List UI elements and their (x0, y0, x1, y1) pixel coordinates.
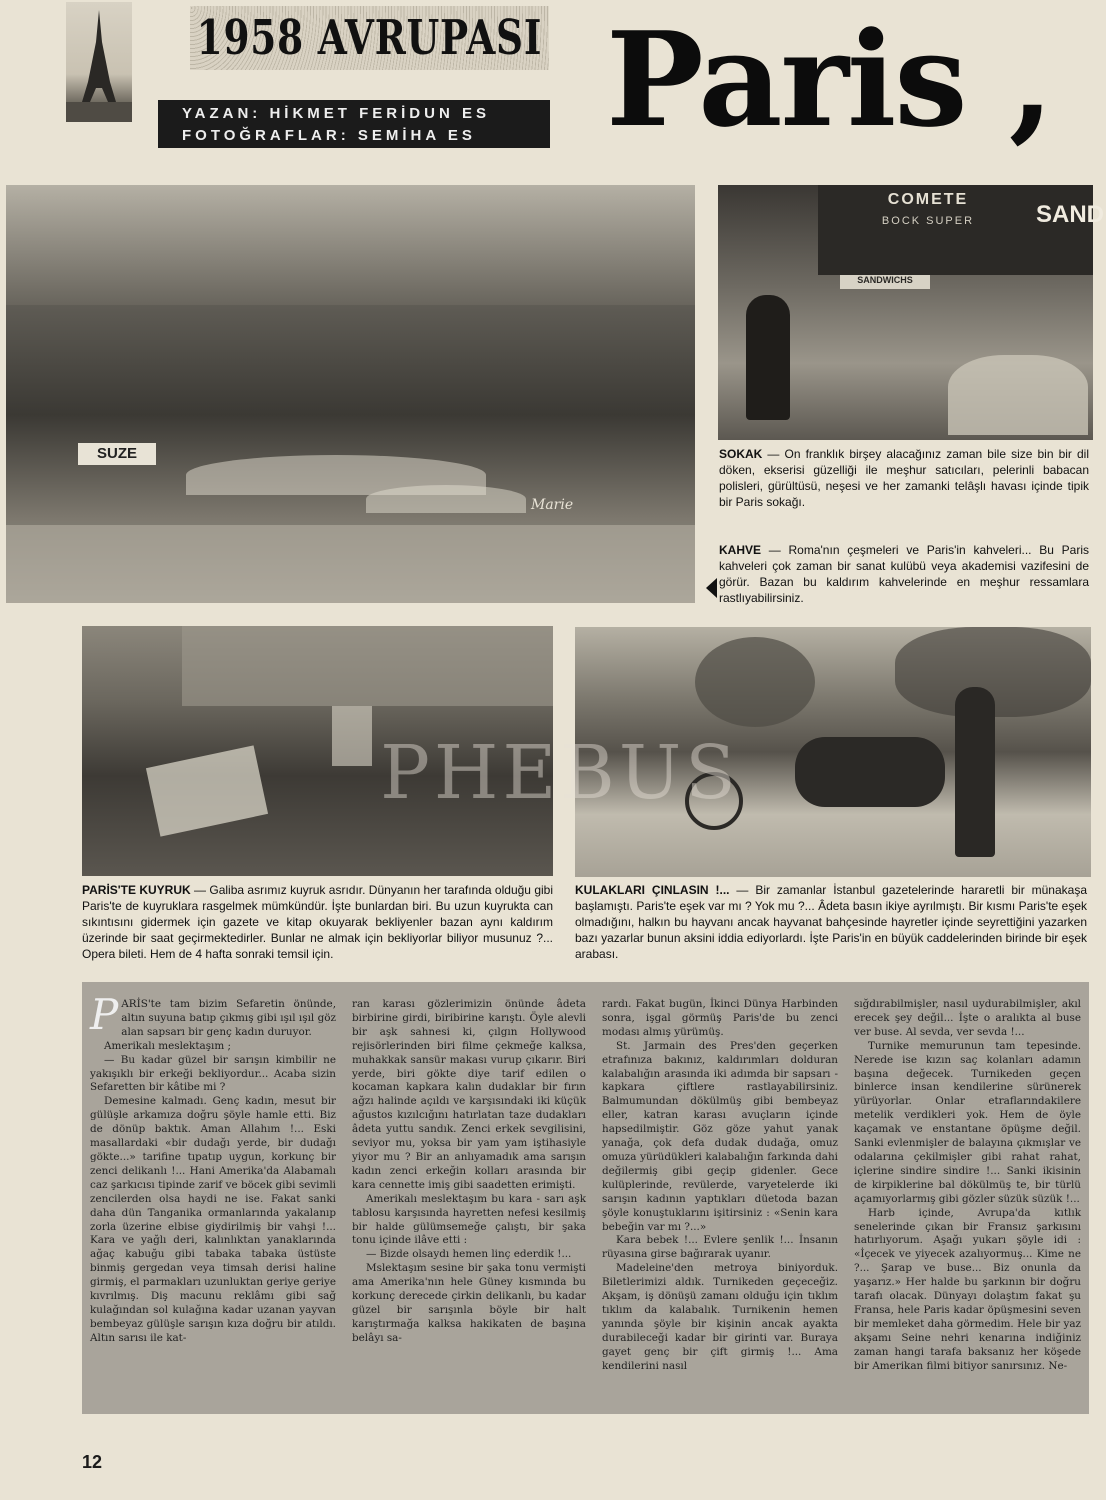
paragraph: ran karası gözlerimizin önünde âdeta birbirine girdi, biribirine karıştı. Öyle alevli bir aşk sahnesi ki, çılgın Hollywood rejisörlerinden biri filme çekmeğe kalksa, muhakkak sansür makası vurup çıkarır. Biri yerde, biri gökte diye tarif edilen o kocaman kapkara kalın dudaklar bir fırın ağzı halinde açıldı ve karşısındaki iki küçük ağustos kızılcığını hatırlatan taze dudakları âdeta yuttu sandık. Zenci erkek sevgilisini, seviyor mu, yoksa bir yam yam iştihasiyle yiyor mu ? Bir an anlıyamadık ama sarışın kadın zenci erkeğin kolları arasında bir kara cennette imiş gibi saadetten erimişti. (352, 998, 586, 1191)
eiffel-tower-thumbnail (66, 2, 132, 122)
caption-kulaklari-text: — Bir zamanlar İstanbul gazetelerinde hararetli bir münakaşa başlamıştı. Paris'te eşek var mı ? Yok mu ?... Âdeta basın ikiye ayrılmıştı. Bir kısmı Paris'te eşek olmadığını, halkın bu hayvanı ancak hayvanat bahçesinde hayretler içinde seyrettiğini yazarken bazı yazarlar bunun aksini iddia ediyorlardı. İşte Paris'in en büyük caddelerinden birinde bir eşek arabası. (575, 883, 1088, 961)
paragraph: Demesine kalmadı. Genç kadın, mesut bir gülüşle arkamıza doğru şöyle hamle etti. Biz de dönüp baktık. Aman Allahım !... Eski masallardaki «bir dudağı yerde, bir dudağı gökte...» tarifine tıpatıp uygun, korkunç bir zenci delikanlı !... Hani Amerika'da Alabamalı caz şarkıcısı tipinde zarif ve böcek gibi sevimli zencilerden olsa haydi ne ise. Fakat sanki daha dün Tanganika ormanlarında yakalanıp zorla üzerine elbise giydirilmiş bir vahşi !... Kara ve yağlı deri, kalınlıktan yanaklarında ağaç kabuğu gibi tabaka tabaka üstüste binmiş gergedan veya timsah derisi haline girmiş, el parmakları uzunluktan geriye geriye kıvrılmış. Diş macunu reklâmı gibi sağ kulağından sol kulağına kadar uzanan yayvan bembeyaz gülüşle sarışın kıza doğru bir atıldı. Altın sarısı ile kat- (90, 1095, 336, 1344)
caption-kahve-text: — Roma'nın çeşmeleri ve Paris'in kahveleri... Bu Paris kahveleri çok zaman bir sanat kulübü veya akademisi vazifesini de görür. Bazan bu kaldırım kahvelerinde en meşhur ressamlara rastlıyabilirsiniz. (719, 543, 1089, 605)
paragraph: Madeleine'den metroya biniyorduk. Biletlerimizi aldık. Turnikeden geçeceğiz. Akşam, iş dönüşü zamanı olduğu için tıklım tıklım da kalabalık. Turnikenin hemen yanında şöyle bir kişinin ancak ayakta durabileceği kadar bir girinti var. Buraya gayet genç bir çift girmiş !... Ama kendilerini nasıl (602, 1262, 838, 1372)
credits-block (158, 100, 550, 148)
cafe-terrace-photo (6, 185, 695, 603)
caption-kuyruk-label: PARİS'TE KUYRUK (82, 883, 191, 897)
paragraph: Harb içinde, Avrupa'da kıtlık senelerinde çıkan bir Fransız şarkısını hatırlıyorum. Aşağı yukarı şöyle idi : «İçecek ve yiyecek azalıyormuş... Kime ne ?... Şarap ve buse... Biz onunla da yaşarız.» Her halde bu şarkının bir doğru tarafı olacak. Dünyayı dolaştım fakat şu Fransa, hele Paris kadar öpüşmesini seven bir memleket daha görmedim. Hele bir yaz akşamı Seine nehri kenarına indiğiniz zaman hangi tarafa baksanız her köşede bir Amerikan filmi bitiyor sanırsınız. Ne- (854, 1206, 1081, 1372)
paragraph: Mslektaşım sesine bir şaka tonu vermişti ama Amerika'nın hele Güney kısmında bu korkunç derecede çirkin delikanlı, bu kadar güzel bir sarışınla böyle bir halt karıştırmağa kalksa hakikaten de başına belâyı sa- (352, 1262, 586, 1344)
street-photo (718, 185, 1105, 440)
paragraph: Kara bebek !... Evlere şenlik !... İnsanın rüyasına girse bağırarak uyanır. (602, 1234, 838, 1261)
caption-sokak (719, 446, 1089, 510)
watermark: PHEBUS (380, 730, 740, 816)
article-column-2 (344, 982, 594, 1414)
sandwich-sign: SANDWICHS (840, 275, 930, 289)
caption-kahve-label: KAHVE (719, 543, 762, 557)
caption-sokak-label: SOKAK (719, 447, 763, 461)
cafe-sign: SUZE (78, 443, 156, 465)
pointer-arrow-left-icon (706, 578, 718, 598)
article-column-4 (846, 982, 1089, 1414)
paragraph: sığdırabilmişler, nasıl uydurabilmişler, akıl erecek şey değil... İşte o aralıkta al buse ver buse. Al sevda, ver sevda !... (854, 998, 1081, 1038)
main-title: Paris , (606, 3, 1053, 156)
caption-sokak-text: — On franklık birşey alacağınız zaman bile size bin bir dil döken, ekserisi güzelliği ile meşhur satıcıları, pelerinli babacan polisleri, gürültüsü, neşesi ve her zamanki telâşlı havası içinde tipik bir Paris sokağı. (719, 447, 1089, 509)
store-sign: COMETE (887, 191, 969, 208)
paragraph: — Bu kadar güzel bir sarışın kimbilir ne yakışıklı bir erkeği bekliyordur... Acaba sizin Sefaretten bir kâtibe mi ? (90, 1053, 336, 1094)
corner-sign: SAND (1036, 201, 1105, 228)
paragraph: Amerikalı meslektaşım bu kara - sarı aşk tablosu karşısında hayretten nefesi kesilmiş bir halde gülümsemeğe çalıştı, bir şaka tonu içinde ilâve etti : (352, 1192, 586, 1247)
caption-kulaklari (575, 882, 1087, 962)
series-title: 1958 AVRUPASI (190, 6, 549, 70)
paragraph: — Bizde olsaydı hemen linç ederdik !... (366, 1248, 572, 1261)
paragraph: St. Jarmain des Pres'den geçerken etrafınıza bakınız, kaldırımları dolduran kalabalığın arasında iki adımda bir sapsarı - kapkara çiftlere rastlayabilirsiniz. Balmumundan dökülmüş gibi bembeyaz eller, katran karası avuçların içinde hapsedilmiştir. Göz göze yahut yanak yanağa, çok defa dudak dudağa, omuz omuza yürüdükleri kalabalığın farkında dahi değilermiş gibi geçip gidenler. Gece kulüplerinde, revülerde, varyetelerde iki sarışın kadının yaptıkları düetoda bazan şöyle konuştuklarını işitirsiniz : «Senin kara bebeğin var mı ?...» (602, 1039, 838, 1233)
store-subsign: BOCK SUPER (881, 215, 975, 227)
article-column-3 (594, 982, 846, 1414)
eiffel-tower-icon (66, 2, 132, 122)
paragraph: Turnike memurunun tam tepesinde. Nerede ise kızın saç kolanları adamın başına değecek. Turnikeden geçen binlerce insan kendilerine sürünerek yürüyorlar. Onlar etraflarındakilere metelik verdikleri yok. Hem de öyle kaçamak ve enstantane öpüşme değil. Sanki evlenmişler de balayına çıkmışlar ve odalarına çekilmişler gibi rahat rahat, içlerine sindire sindire !... Sanki ikisinin de kirpiklerine bal dökülmüş te, bir türlü açamıyorlarmış gibi gözler süzük süzük !... (854, 1039, 1081, 1205)
paragraph: Amerikalı meslektaşım ; (104, 1039, 232, 1052)
caption-kuyruk-text: — Galiba asrımız kuyruk asrıdır. Dünyanın her tarafında olduğu gibi Paris'te de kuyruklara rasgelmek mümkündür. İşte bunlardan biri. Bu uzun kuyrukta can sıkıntısını gidermek için gazete ve kitap okuyarak bekliyenler bazan aynı kaldırım üzerinde bir saat geçirmektedirler. Bunlar ne almak için bekliyorlar biliyor musunuz ?... Opera bileti. Hem de 4 hafta sonraki temsil için. (82, 883, 553, 961)
photographer-line: FOTOĞRAFLAR: SEMİHA ES (182, 127, 476, 144)
drop-cap: P (90, 990, 119, 1039)
caption-kahve (719, 542, 1089, 606)
caption-kulaklari-label: KULAKLARI ÇINLASIN !... (575, 883, 730, 897)
shop-sign: Marie (531, 497, 574, 513)
author-line: YAZAN: HİKMET FERİDUN ES (182, 105, 490, 122)
caption-kuyruk (82, 882, 553, 962)
article-column-1 (82, 982, 344, 1414)
paragraph: rardı. Fakat bugün, İkinci Dünya Harbinden sonra, işgal görmüş Paris'de bu zenci modası almış yürümüş. (602, 998, 838, 1038)
article-body (82, 982, 1089, 1414)
page-number: 12 (82, 1452, 103, 1472)
paragraph: ARİS'te tam bizim Sefaretin önünde, altın suyuna batıp çıkmış gibi ışıl ışıl göz alan sapsarı bir genç kadın duruyor. (121, 998, 336, 1038)
